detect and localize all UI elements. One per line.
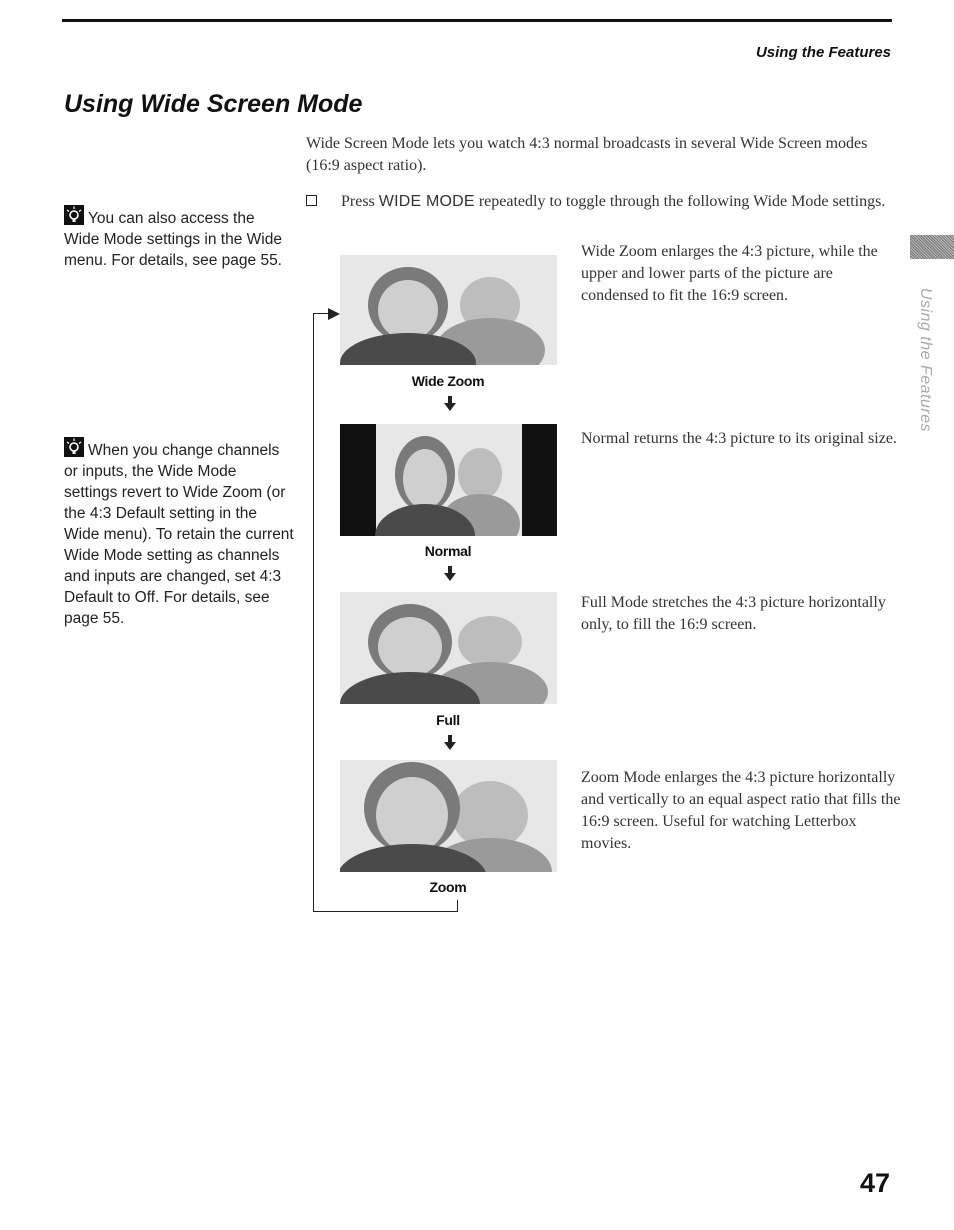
page-number: 47 bbox=[859, 1168, 890, 1198]
down-arrow-icon bbox=[443, 566, 457, 582]
mode-description-normal: Normal returns the 4:3 picture to its original size. bbox=[581, 430, 897, 447]
step-suffix: repeatedly to toggle through the following Wide Mode settings. bbox=[478, 193, 886, 210]
mode-label-normal: Normal bbox=[424, 543, 472, 559]
tip-note-1 bbox=[64, 205, 294, 271]
lightbulb-tip-icon bbox=[64, 205, 84, 225]
loop-line-left bbox=[313, 313, 314, 912]
step-prefix: Press bbox=[341, 193, 375, 210]
tip-note-2 bbox=[64, 437, 294, 629]
step-text bbox=[341, 191, 886, 213]
down-arrow-icon bbox=[443, 735, 457, 751]
mode-description-full: Full Mode stretches the 4:3 picture horizontally only, to fill the 16:9 screen. bbox=[581, 594, 886, 633]
side-tab-label bbox=[905, 287, 945, 433]
side-tab-text: Using the Features bbox=[917, 287, 934, 433]
zoom-image bbox=[340, 760, 557, 872]
loop-line-right bbox=[457, 900, 458, 912]
down-arrow-icon bbox=[443, 396, 457, 412]
normal-image bbox=[340, 424, 557, 536]
step-item bbox=[306, 191, 886, 213]
full-image bbox=[340, 592, 557, 704]
wide-zoom-image bbox=[340, 255, 557, 365]
mode-description-wide-zoom: Wide Zoom enlarges the 4:3 picture, while the upper and lower parts of the picture are condensed to fit the 16:9 screen. bbox=[581, 243, 878, 304]
section-header: Using the Features bbox=[755, 44, 891, 61]
mode-label-full: Full bbox=[436, 712, 460, 728]
loop-arrow-icon bbox=[328, 308, 340, 320]
top-rule bbox=[62, 19, 892, 22]
mode-description-zoom: Zoom Mode enlarges the 4:3 picture horizontally and vertically to an equal aspect ratio that fills the 16:9 screen. Useful for watching Letterbox movies. bbox=[581, 769, 901, 852]
checkbox-icon bbox=[306, 195, 317, 206]
wide-mode-key: WIDE MODE bbox=[378, 193, 475, 210]
page-title: Using Wide Screen Mode bbox=[64, 90, 363, 118]
loop-line-bottom bbox=[313, 911, 458, 912]
side-tab-marker bbox=[910, 235, 954, 259]
lightbulb-tip-icon bbox=[64, 437, 84, 457]
tip-text-2: When you change channels or inputs, the Wide Mode settings revert to Wide Zoom (or the 4:3 Default setting in the Wide menu). To retain the current Wide Mode setting as channels and inputs are changed, set 4:3 Default to Off. For details, see page 55. bbox=[64, 442, 294, 627]
mode-label-wide-zoom: Wide Zoom bbox=[411, 373, 485, 389]
tip-text-1: You can also access the Wide Mode settings in the Wide menu. For details, see page 55. bbox=[64, 210, 282, 269]
intro-paragraph: Wide Screen Mode lets you watch 4:3 normal broadcasts in several Wide Screen modes (16:9 aspect ratio). bbox=[306, 135, 868, 174]
mode-label-zoom: Zoom bbox=[429, 879, 467, 895]
